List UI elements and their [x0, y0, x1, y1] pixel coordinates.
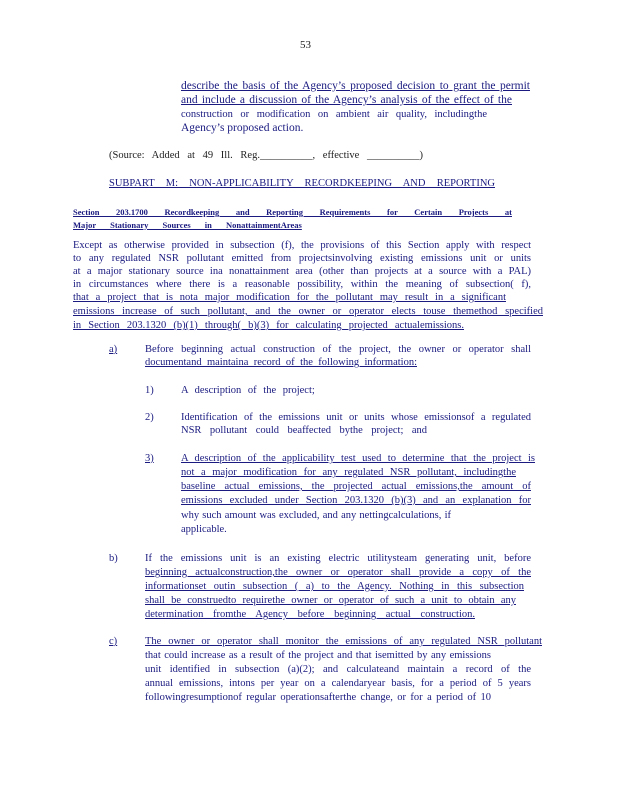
item-line: determination fromthe Agency before beginning actual construction.: [145, 609, 475, 620]
item-line: that could increase as a result of the project and that isemitted by any emissions: [145, 650, 491, 661]
item-line: The owner or operator shall monitor the emissions of any regulated NSR pollutant: [145, 636, 542, 647]
item-label: b): [109, 553, 118, 564]
subitem-label: 3): [145, 453, 154, 464]
page-number: 53: [300, 39, 311, 51]
item-line: informationset outin subsection ( a) to the Agency. Nothing in this subsection: [145, 581, 524, 592]
item-line: beginning actualconstruction,the owner or operator shall provide a copy of the: [145, 567, 531, 578]
paragraph-line: Except as otherwise provided in subsection (f), the provisions of this Section apply with respect: [73, 240, 531, 251]
subitem-line: NSR pollutant could beaffected bythe project; and: [181, 425, 427, 436]
subitem-line: why such amount was excluded, and any nettingcalculations, if: [181, 510, 451, 521]
section-heading-line1: Section 203.1700 Recordkeeping and Reporting Requirements for Certain Projects at: [73, 207, 512, 217]
subitem-line: A description of the applicability test used to determine that the project is: [181, 453, 535, 464]
paragraph-line: emissions increase of such pollutant, and the owner or operator elects touse themethod specified: [73, 306, 543, 317]
intro-line: construction or modification on ambient air quality, includingthe: [181, 109, 487, 120]
item-line: shall be construedto requirethe owner or operator of such a unit to obtain any: [145, 595, 516, 606]
item-label: a): [109, 344, 118, 355]
subitem-line: Identification of the emissions unit or units whose emissionsof a regulated: [181, 412, 531, 423]
subitem-label: 2): [145, 412, 154, 423]
source-note: (Source: Added at 49 Ill. Reg.__________, effective __________): [109, 150, 423, 161]
subitem-line: applicable.: [181, 524, 227, 535]
subitem-line: baseline actual emissions, the projected actual emissions,the amount of: [181, 481, 531, 492]
subpart-heading: SUBPART M: NON-APPLICABILITY RECORDKEEPING AND REPORTING: [109, 178, 495, 189]
intro-line: and include a discussion of the Agency’s analysis of the effect of the: [181, 94, 512, 106]
paragraph-line: that a project that is nota major modification for the pollutant may result in a significant: [73, 292, 506, 303]
item-line: followingresumptionof regular operationsafterthe change, or for a period of 10: [145, 692, 491, 703]
item-label: c): [109, 636, 118, 647]
paragraph-line: in Section 203.1320 (b)(1) through( b)(3) for calculating projected actualemissions.: [73, 320, 464, 331]
intro-line: Agency’s proposed action.: [181, 122, 304, 134]
section-heading-line2: Major Stationary Sources in NonattainmentAreas: [73, 220, 302, 230]
item-line: unit identified in subsection (a)(2); and calculateand maintain a record of the: [145, 664, 531, 675]
paragraph-line: in circumstances where there is a reasonable possibility, within the meaning of subsection( f),: [73, 279, 531, 290]
item-line: annual emissions, intons per year on a calendaryear basis, for a period of 5 years: [145, 678, 531, 689]
item-line: Before beginning actual construction of the project, the owner or operator shall: [145, 344, 531, 355]
item-line: documentand maintaina record of the following information:: [145, 357, 417, 368]
intro-line: describe the basis of the Agency’s proposed decision to grant the permit: [181, 80, 530, 92]
item-line: If the emissions unit is an existing electric utilitysteam generating unit, before: [145, 553, 531, 564]
paragraph-line: to any regulated NSR pollutant emitted from projectsinvolving existing emissions unit or units: [73, 253, 531, 264]
paragraph-line: at a major stationary source ina nonattainment area (other than projects at a source with a PAL): [73, 266, 531, 277]
subitem-line: emissions excluded under Section 203.1320 (b)(3) and an explanation for: [181, 495, 531, 506]
subitem-label: 1): [145, 385, 154, 396]
subitem-line: not a major modification for any regulated NSR pollutant, includingthe: [181, 467, 516, 478]
subitem-line: A description of the project;: [181, 385, 315, 396]
